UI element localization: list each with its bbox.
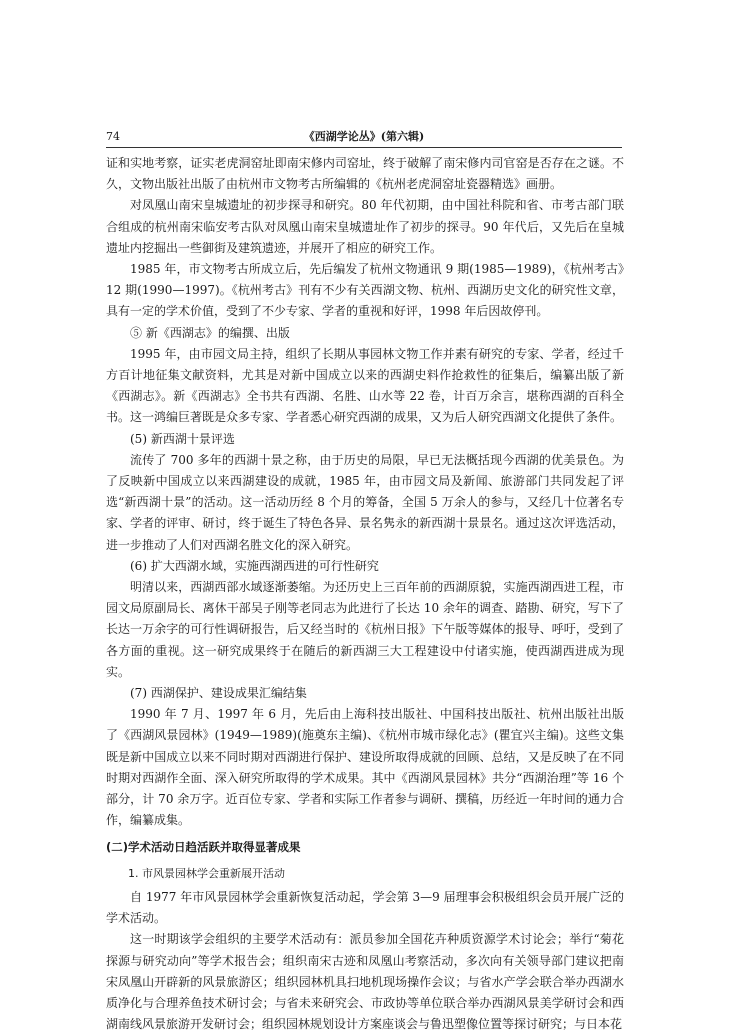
paragraph: 证和实地考察，证实老虎洞窑址即南宋修内司窑址，终于破解了南宋修内司官窑是否存在之谜。不久，文物出版社出版了由杭州市文物考古所编辑的《杭州老虎洞窑址瓷器精选》画册。	[106, 156, 624, 192]
paragraph: 1995 年，由市园文局主持，组织了长期从事园林文物工作并素有研究的专家、学者，经过千方百计地征集文献资料，尤其是对新中国成立以来的西湖史料作抢救性的征集后，编纂出版了新《西湖志》。新《西湖志》全书共有西湖、名胜、山水等 22 卷，计百万余言，堪称西湖的百科全书。这一鸿编巨著既是众多专家、学者悉心研究西湖的成果，又为后人研究西湖文化提供了条件。	[106, 346, 624, 425]
page-number: 74	[106, 130, 120, 143]
sub-heading: 1. 市风景园林学会重新展开活动	[128, 866, 285, 880]
paragraph: 对凤凰山南宋皇城遗址的初步探寻和研究。80 年代初期，由中国社科院和省、市考古部门联合组成的杭州南宋临安考古队对凤凰山南宋皇城遗址作了初步的探寻。90 年代后，又先后在皇城遗址内挖掘出一些御街及建筑遗迹，并展开了相应的研究工作。	[106, 198, 624, 255]
subsection-heading: (7) 西湖保护、建设成果汇编结集	[130, 686, 307, 701]
subsection-heading: (5) 新西湖十景评选	[130, 431, 235, 446]
paragraph: 这一时期该学会组织的主要学术活动有：派员参加全国花卉种质资源学术讨论会；举行“菊花探源与研究动向”等学术报告会；组织南宋古迹和凤凰山考察活动，多次向有关领导部门建议把南宋凤凰山开辟新的风景旅游区；组织园林机具扫地机现场操作会议；与省水产学会联合举办西湖水质净化与合理养鱼技术研讨会；与省未来研究会、市政协等单位联合举办西湖风景美学研讨会和西湖南线风景旅游开发研讨会；组织园林规划设计方案座谈会与鲁迅塑像位置等探讨研究；与日本花	[106, 932, 624, 1032]
running-title: 《西湖学论丛》(第六辑)	[303, 130, 425, 143]
section-heading: (二)学术活动日趋活跃并取得显著成果	[106, 839, 301, 854]
body-text	[106, 153, 624, 1035]
header-rule	[106, 147, 622, 148]
paragraph: 1985 年，市文物考古所成立后，先后编发了杭州文物通讯 9 期(1985—1989)，《杭州考古》12 期(1990—1997)。《杭州考古》刊有不少有关西湖文物、杭州、西湖历史文化的研究性文章，具有一定的学术价值，受到了不少专家、学者的重视和好评，1998 年后因故停刊。	[106, 262, 624, 319]
paragraph: 明清以来，西湖西部水域逐渐萎缩。为还历史上三百年前的西湖原貌，实施西湖西进工程，市园文局原副局长、离休干部吴子刚等老同志为此进行了长达 10 余年的调查、踏勘、研究，写下了长达一万余字的可行性调研报告，后又经当时的《杭州日报》下午版等媒体的报导、呼吁，受到了各方面的重视。这一研究成果终于在随后的新西湖三大工程建设中付诸实施，使西湖西进成为现实。	[106, 580, 624, 679]
page-header	[106, 128, 622, 146]
subsection-heading: (6) 扩大西湖水域，实施西湖西进的可行性研究	[130, 558, 379, 573]
paragraph: 自 1977 年市风景园林学会重新恢复活动起，学会第 3—9 届理事会积极组织会员开展广泛的学术活动。	[106, 889, 624, 926]
paragraph: 流传了 700 多年的西湖十景之称，由于历史的局限，早已无法概括现今西湖的优美景色。为了反映新中国成立以来西湖建设的成就，1985 年，由市园文局及新闻、旅游部门共同发起了评选“新西湖十景”的活动。这一活动历经 8 个月的筹备，全国 5 万余人的参与，又经几十位著名专家、学者的评审、研讨，终于诞生了特色各异、景名隽永的新西湖十景景名。通过这次评选活动，进一步推动了人们对西湖名胜文化的深入研究。	[106, 452, 624, 552]
subsection-heading: ⑤ 新《西湖志》的编撰、出版	[130, 325, 290, 340]
paragraph: 1990 年 7 月、1997 年 6 月，先后由上海科技出版社、中国科技出版社、杭州出版社出版了《西湖风景园林》(1949—1989)(施奠东主编)、《杭州市城市绿化志》(瞿宜兴主编)。这些文集既是新中国成立以来不同时期对西湖进行保护、建设所取得成就的回顾、总结，又是反映了在不同时期对西湖作全面、深入研究所取得的学术成果。其中《西湖风景园林》共分“西湖治理”等 16 个部分，计 70 余万字。近百位专家、学者和实际工作者参与调研、撰稿，历经近一年时间的通力合作，编纂成集。	[106, 707, 624, 828]
